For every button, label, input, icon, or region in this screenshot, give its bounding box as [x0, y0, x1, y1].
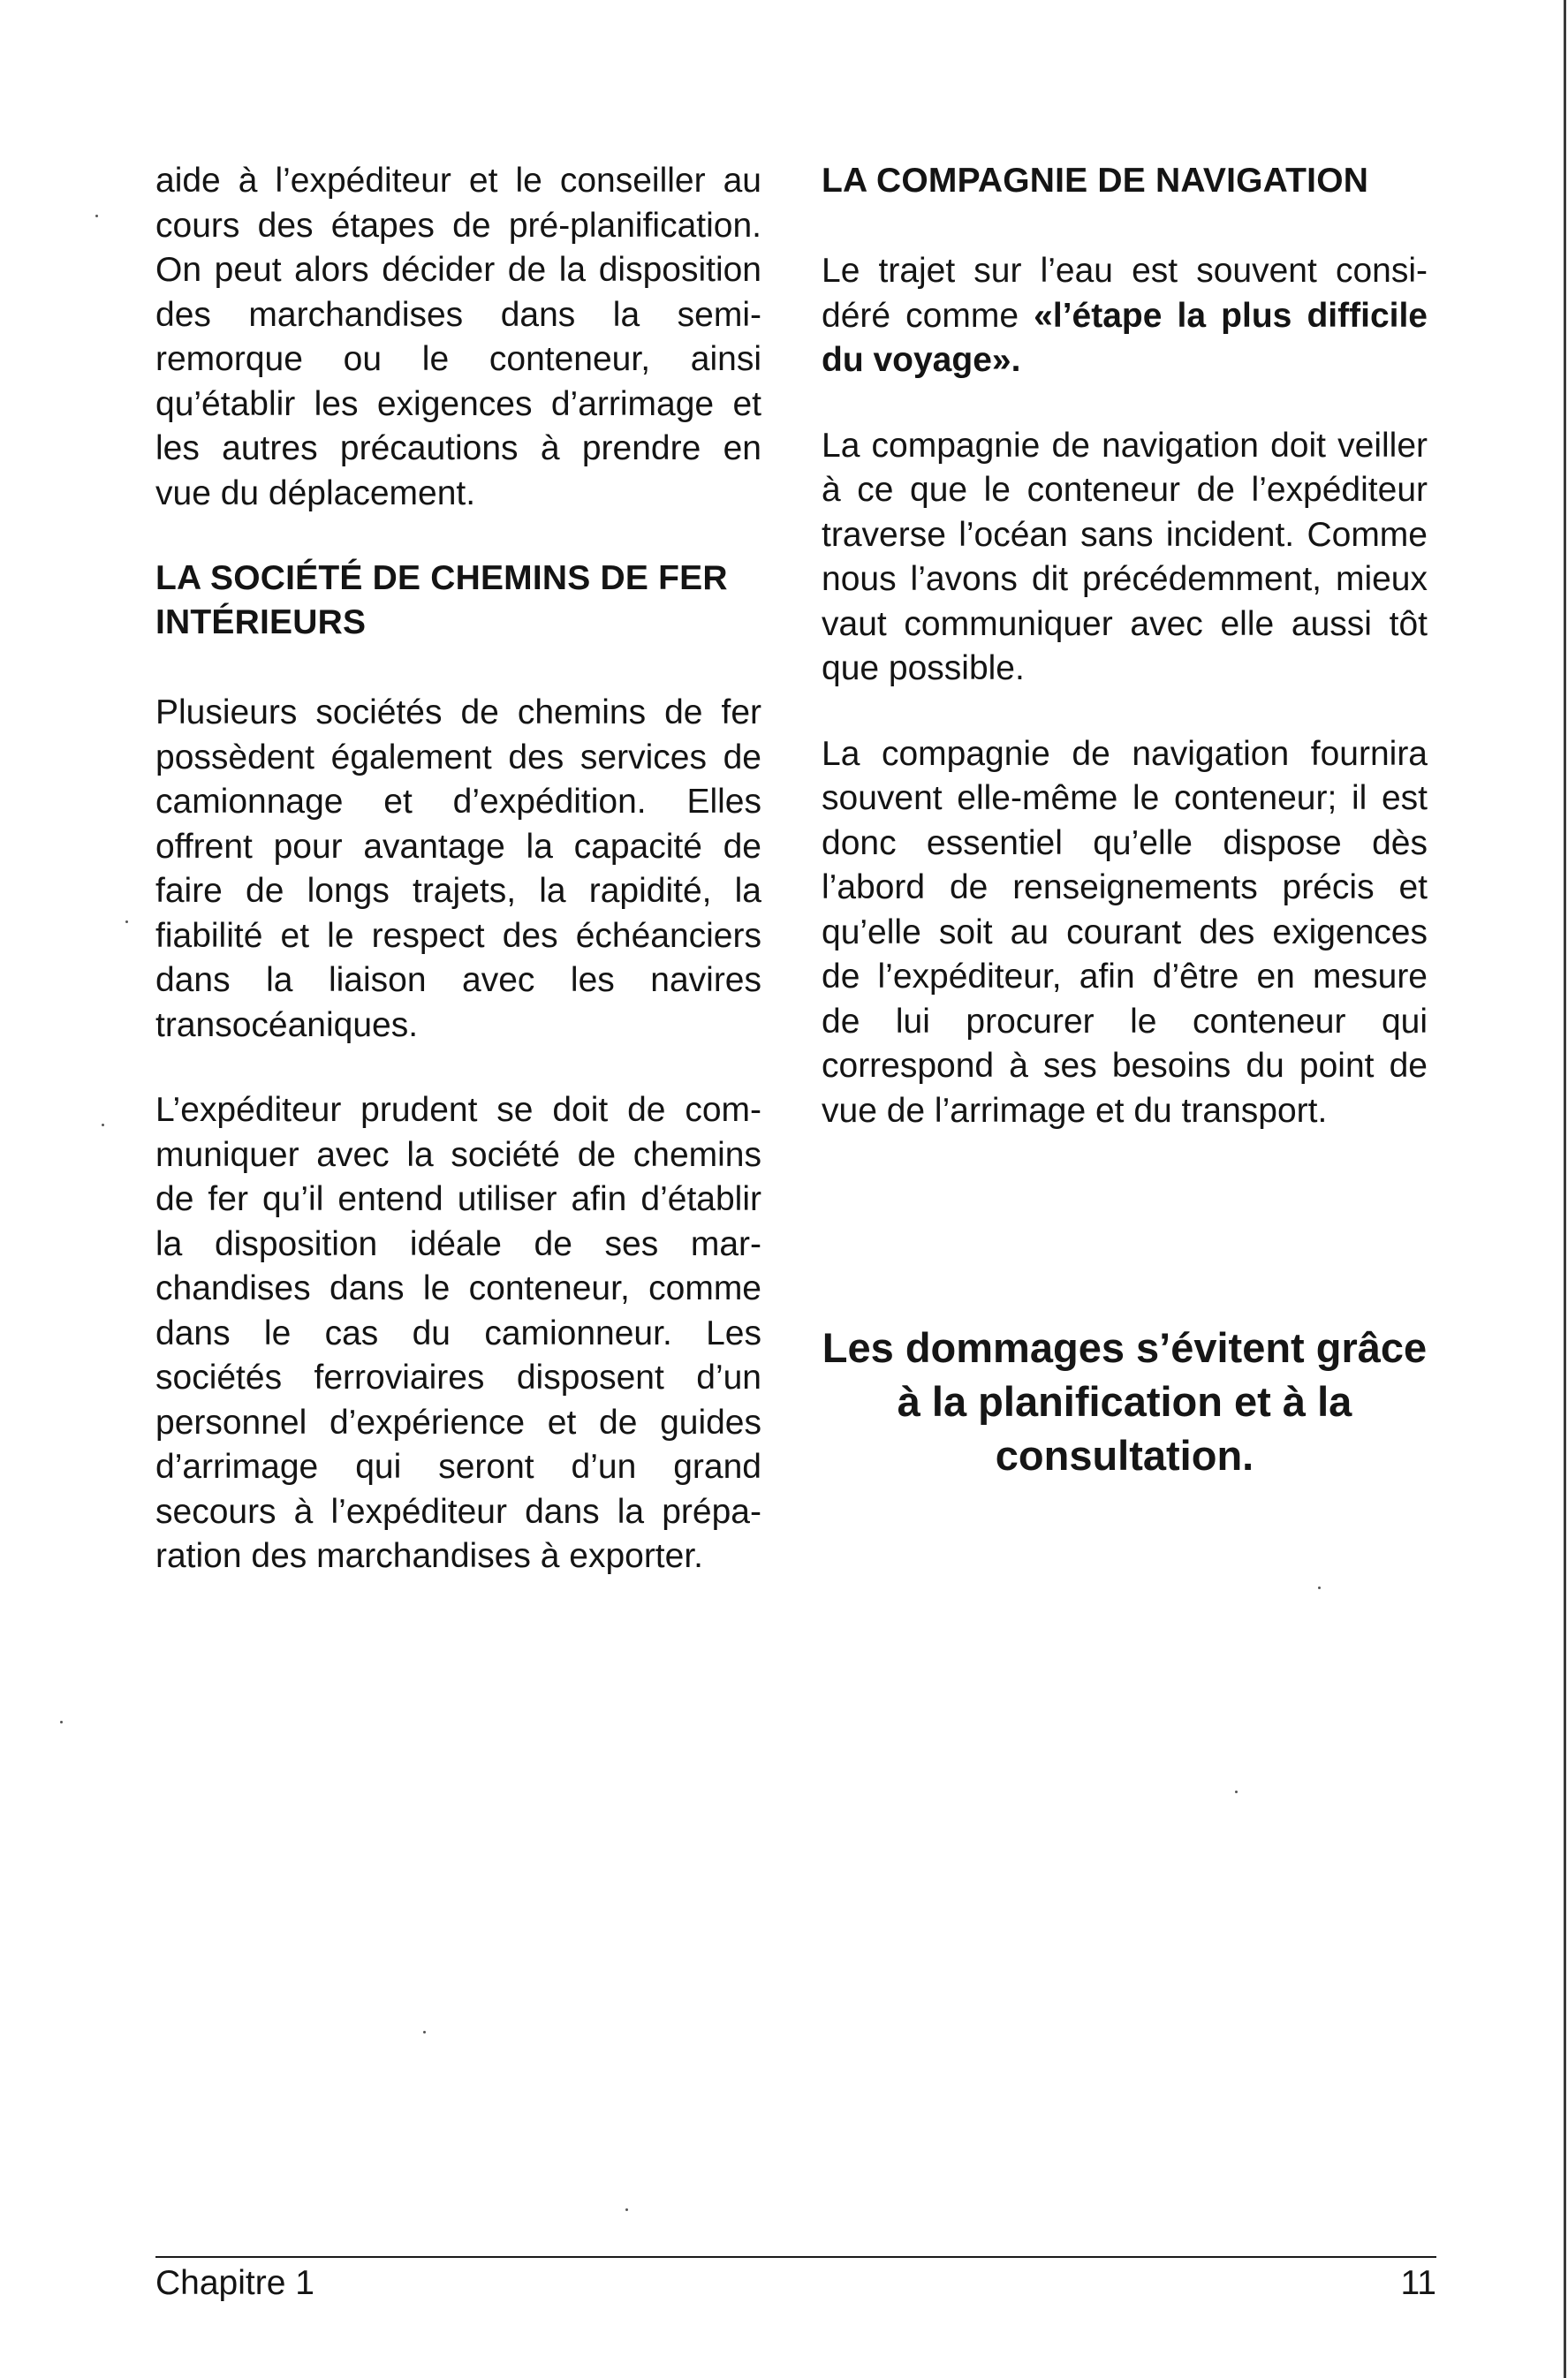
scan-speck [125, 920, 128, 923]
left-paragraph-1: aide à l’expéditeur et le conseiller au cours des étapes de pré-planification. On peut alors décider de la disposition des marchandises dans la semi-remorque ou le conteneur, ainsi qu’établir les exigences d’arrimage et les autres précautions à prendre en vue du déplacement. [155, 162, 761, 512]
right-column [822, 159, 1428, 1133]
scan-speck [102, 1124, 104, 1126]
footer-chapter-label: Chapitre 1 [155, 2264, 314, 2302]
footer-divider [155, 2256, 1436, 2258]
page-edge [1564, 0, 1566, 2378]
scan-speck [95, 215, 98, 217]
section-heading-railways: LA SOCIÉTÉ DE CHEMINS DE FER INTÉRIEURS [155, 559, 728, 641]
left-column [155, 159, 761, 1579]
left-paragraph-2: Plusieurs sociétés de chemins de fer possèdent également des services de camionnage et d’expédition. Elles offrent pour avantage la capacité de faire de longs trajets, la rapidité, la fiabilité et le respect des échéanciers dans la liaison avec les navires transocéaniques. [155, 693, 761, 1044]
callout-quote: Les dommages s’évitent grâce à la planification et à la consultation. [822, 1324, 1428, 1479]
scan-speck [1318, 1587, 1321, 1589]
right-paragraph-3: La compagnie de navigation fournira souvent elle-même le conteneur; il est donc essentiel qu’elle dispose dès l’abord de renseignements précis et qu’elle soit au courant des exigences de l’expéditeur, afin d’être en mesure de lui procurer le conteneur qui correspond à ses besoins du point de vue de l’arrimage et du transport. [822, 734, 1428, 1130]
scan-speck [1235, 1791, 1238, 1793]
right-paragraph-1 [822, 249, 1428, 383]
right-paragraph-1-intro: Le trajet sur l’eau est souvent considéré comme [822, 252, 1428, 335]
scan-speck [625, 2208, 628, 2211]
right-paragraph-1-emphasis: «l’étape la plus difficile du voyage». [822, 296, 1428, 379]
section-heading-shipping: LA COMPAGNIE DE NAVIGATION [822, 162, 1369, 200]
left-paragraph-3: L’expéditeur prudent se doit de communiquer avec la société de chemins de fer qu’il entend utiliser afin d’établir la disposition idéale de ses marchandises dans le conteneur, comme dans le cas du camionneur. Les sociétés ferroviaires disposent d’un personnel d’expérience et de guides d’arrimage qui seront d’un grand secours à l’expéditeur dans la préparation des marchandises à exporter. [155, 1091, 761, 1575]
right-paragraph-2: La compagnie de navigation doit veiller à ce que le conteneur de l’expéditeur traverse l’océan sans incident. Comme nous l’avons dit précédemment, mieux vaut communiquer avec elle aussi tôt que possible. [822, 426, 1428, 687]
scan-speck [423, 2031, 426, 2033]
scan-speck [60, 1721, 63, 1723]
footer-page-number: 11 [1400, 2264, 1436, 2302]
